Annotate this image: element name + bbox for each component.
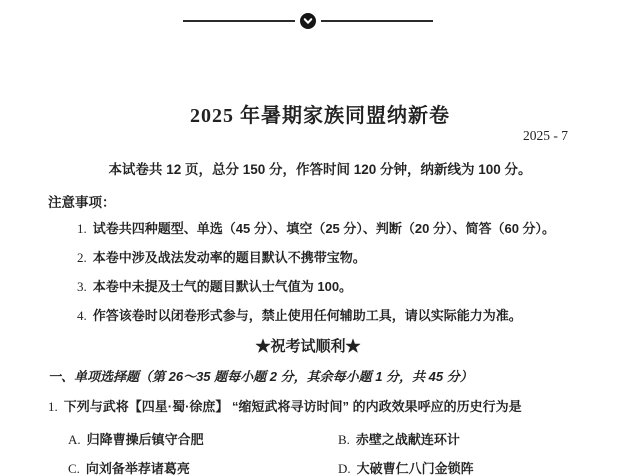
notice-item-text: 作答该卷时以闭卷形式参与，禁止使用任何辅助工具，请以实际能力为准。 [92, 308, 522, 323]
question-text: 下列与武将【四星·蜀·徐庶】 “缩短武将寻访时间” 的内政效果呼应的历史行为是 [63, 399, 522, 414]
notice-item-text: 本卷中涉及战法发动率的题目默认不携带宝物。 [92, 250, 366, 265]
divider-line-right [321, 20, 433, 22]
notice-item-number: 3. [77, 279, 87, 294]
option-a [68, 429, 204, 448]
option-label: D. [338, 461, 351, 476]
notice-item-1 [77, 218, 600, 237]
wish-banner: ★祝考试顺利★ [255, 338, 361, 355]
option-text: 赤壁之战献连环计 [355, 432, 460, 447]
option-label: B. [338, 432, 350, 447]
question-number: 1. [48, 399, 58, 414]
option-d [338, 458, 474, 476]
divider-line-left [183, 20, 295, 22]
notice-item-number: 1. [77, 221, 87, 236]
page-title: 2025 年暑期家族同盟纳新卷 [190, 105, 450, 128]
option-text: 向刘备举荐诸葛亮 [85, 461, 190, 476]
option-c [68, 458, 190, 476]
notice-item-3 [77, 276, 600, 295]
notice-item-number: 4. [77, 308, 87, 323]
notice-title: 注意事项： [48, 195, 116, 210]
notice-item-text: 本卷中未提及士气的题目默认士气值为 100。 [92, 279, 353, 294]
section-heading: 一、单项选择题（第 26～35 题每小题 2 分，其余每小题 1 分，共 45 分） [48, 369, 473, 384]
notice-item-4 [77, 305, 600, 324]
option-text: 大破曹仁八门金锁阵 [356, 461, 474, 476]
exam-summary: 本试卷共 12 页，总分 150 分，作答时间 120 分钟，纳新线为 100 分。 [108, 162, 532, 177]
notice-item-text: 试卷共四种题型、单选（45 分）、填空（25 分）、判断（20 分）、简答（60 分）。 [92, 221, 556, 236]
option-label: C. [68, 461, 80, 476]
option-text: 归降曹操后镇守合肥 [86, 432, 204, 447]
notice-item-2 [77, 247, 600, 266]
option-label: A. [68, 432, 81, 447]
paper-date-label: 2025 - 7 [523, 128, 568, 143]
header-divider [48, 12, 568, 29]
chevron-down-circle-icon [300, 13, 316, 29]
notice-item-number: 2. [77, 250, 87, 265]
question-1 [48, 396, 620, 415]
option-b [338, 429, 460, 448]
